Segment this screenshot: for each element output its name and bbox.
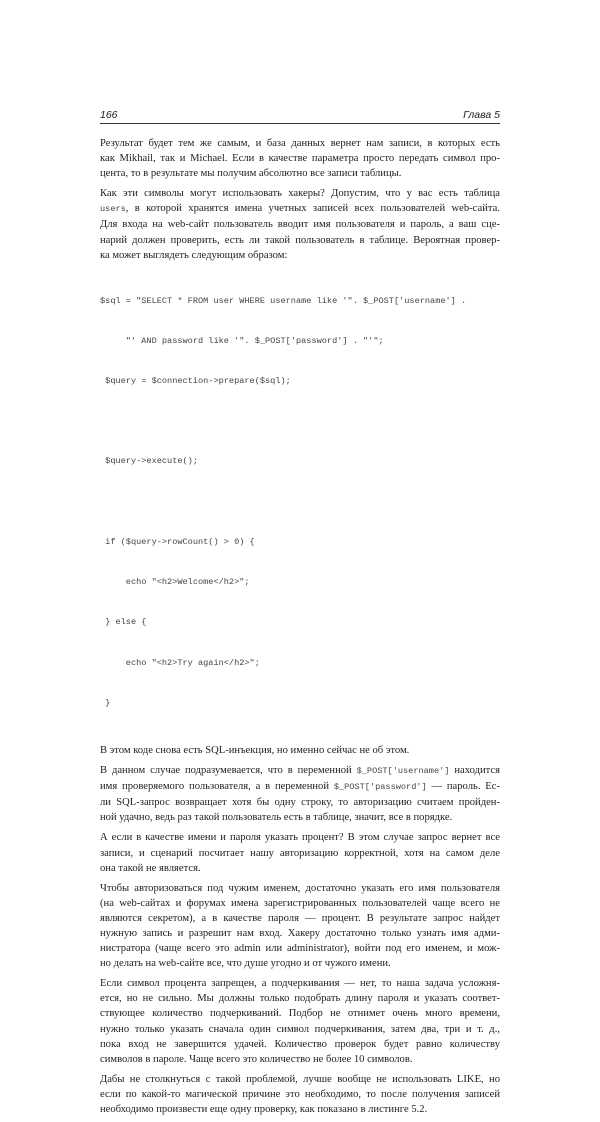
text-fragment: , в которой хранятся имена учетных записей всех пользователей web-сайта. — [125, 203, 500, 215]
book-page — [100, 109, 500, 1122]
text-line: являются секретом), а в качестве пароля — процент. В результате запрос найдет — [100, 912, 500, 924]
code-line: $sql = "SELECT * FROM user WHERE username like '". $_POST['username'] . — [100, 295, 467, 306]
text-line: (на web-сайтах и форумах имена зарегистрированных пользователей чаще всего не — [100, 897, 500, 909]
page-header — [100, 109, 500, 124]
text-line: пока вход не завершится удачей. Количество проверок будет равно количеству — [100, 1038, 500, 1050]
text-line: нистратора (чаще всего это admin или administrator), войти под его именем, и мож- — [100, 943, 500, 955]
inline-code: $_POST['password'] — [333, 782, 427, 793]
code-line — [100, 496, 500, 509]
code-line: $query = $connection->prepare($sql); — [100, 376, 291, 386]
text-line: Для входа на web-сайт пользователь вводит имя пользователя и пароль, а ваш сце- — [100, 219, 500, 231]
text-line: Чтобы авторизоваться под чужим именем, достаточно указать его имя пользователя — [100, 882, 500, 894]
text-line: Дабы не столкнуться с такой проблемой, лучше вообще не использовать LIKE, но — [100, 1073, 500, 1085]
code-line — [100, 415, 500, 428]
text-line: ной удачно, ведь раз такой пользователь есть в таблице, значит, все в порядке. — [100, 812, 453, 824]
paragraph-4 — [100, 763, 500, 825]
paragraph-7 — [100, 976, 500, 1067]
paragraph-1 — [100, 136, 500, 181]
text-line — [100, 763, 500, 779]
code-line: if ($query->rowCount() > 0) { — [100, 536, 255, 547]
code-line: echo "<h2>Try again</h2>"; — [100, 657, 260, 668]
text-line: нарий должен проверить, есть ли такой пользователь в таблице. Вероятная провер- — [100, 234, 500, 246]
text-line: ли SQL-запрос возвращает хотя бы одну строку, то авторизацию считаем пройден- — [100, 797, 500, 809]
paragraph-6 — [100, 881, 500, 972]
text-line: цента, то в результате мы получим абсолютно все записи таблицы. — [100, 168, 402, 180]
text-line: как Mikhail, так и Michael. Если в качестве параметра просто передать символ про- — [100, 153, 500, 165]
text-line: ствующее количество подчеркиваний. Подбор не отнимет очень много времени, — [100, 1008, 500, 1020]
code-line: } else { — [100, 617, 147, 628]
text-fragment: имя проверяемого пользователя, а в переменной — [100, 781, 334, 793]
text-line: если по какой-то магической причине это необходимо, то после получения записей — [100, 1088, 500, 1100]
code-line: echo "<h2>Welcome</h2>"; — [100, 577, 250, 588]
text-line: но делать на web-сайте все, что душе угодно и от чужого имени. — [100, 958, 391, 970]
text-line: нужную запись и разрешит нам вход. Хакеру достаточно только узнать имя адми- — [100, 927, 500, 939]
text-fragment: находится — [449, 765, 500, 777]
text-line: Как эти символы могут использовать хакеры? Допустим, что у вас есть таблица — [100, 188, 500, 200]
text-line: записи, и сценарий посчитает нашу авторизацию корректной, хотя на самом деле — [100, 847, 500, 859]
text-fragment: В данном случае подразумевается, что в переменной — [100, 765, 357, 777]
code-line: "' AND password like '". $_POST['password'] . "'"; — [100, 335, 384, 346]
inline-code: $_POST['username'] — [356, 766, 450, 777]
text-line: Результат будет тем же самым, и база данных вернет нам записи, в которых есть — [100, 138, 500, 149]
code-line: } — [100, 697, 111, 708]
inline-code: users — [100, 204, 126, 215]
page-number: 166 — [100, 109, 118, 121]
text-line: нужно только указать сначала один символ подчеркивания, затем два, три и т. д., — [100, 1023, 500, 1035]
text-line: А если в качестве имени и пароля указать процент? В этом случае запрос вернет все — [100, 832, 500, 844]
text-line — [100, 201, 500, 217]
text-line: она такой не является. — [100, 862, 201, 874]
code-line: $query->execute(); — [100, 456, 198, 467]
code-listing — [100, 268, 500, 737]
text-line: ется, но не сильно. Мы должны только подобрать длину пароля и указать соответ- — [100, 993, 500, 1005]
paragraph-8 — [100, 1072, 500, 1117]
text-fragment: — пароль. Ес- — [426, 781, 500, 793]
text-line — [100, 779, 500, 795]
paragraph-3: В этом коде снова есть SQL-инъекция, но именно сейчас не об этом. — [100, 744, 410, 756]
text-line: ка может выглядеть следующим образом: — [100, 249, 288, 261]
paragraph-5 — [100, 830, 500, 875]
text-line: Если символ процента запрещен, а подчеркивания — нет, то наша задача усложня- — [100, 978, 500, 990]
paragraph-2 — [100, 186, 500, 262]
text-line: символов в пароле. Чаще всего это количество не более 10 символов. — [100, 1053, 413, 1065]
text-line: необходимо произвести еще одну проверку, как показано в листинге 5.2. — [100, 1104, 428, 1115]
chapter-title: Глава 5 — [463, 109, 500, 121]
